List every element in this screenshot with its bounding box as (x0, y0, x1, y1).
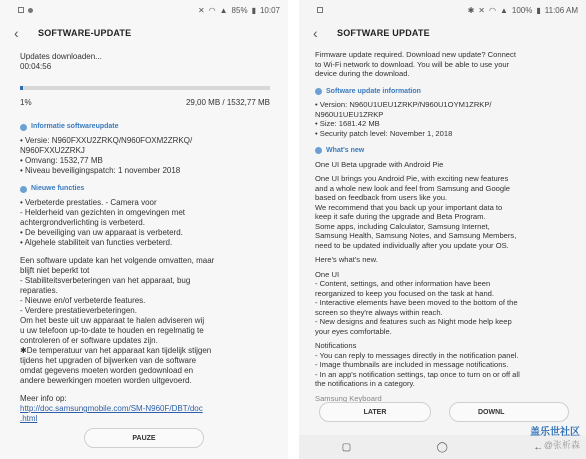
feature-line: - Helderheid van gezichten in omgevingen met (20, 208, 185, 217)
clock: 10:07 (259, 5, 280, 15)
update-content (0, 52, 288, 424)
bluetooth-icon: ✱ (467, 5, 475, 15)
new-features-icon (20, 186, 27, 193)
recent-apps-icon[interactable]: ▢ (341, 441, 352, 453)
feature-line: • Algehele stabiliteit van functies verbeterd. (20, 238, 173, 247)
wifi-icon: ◠ (208, 5, 216, 15)
info-line: • Version: N960U1UEU1ZRKP/N960U1OYM1ZRKP/ (315, 100, 492, 109)
right-screen (299, 0, 586, 459)
extra-info: Een software update kan het volgende omvatten, maar blijft niet beperkt tot - Stabiliteitsverbeteringen van het apparaat, bug reparaties. - Nieuwe en/of verbeterde features. - Verdere prestatieverbeteringen. Om het beste uit uw apparaat te halen adviseren wij u uw telefoon up-to-date te houden en regelmatig te controleren of er software updates zijn. ✱De temperatuur van het apparaat kan tijdelijk stijgen tijdens het upgraden of bijwerken van de software omdat gegevens moeten worden gedownload en andere bewerkingen moeten worden uitgevoerd. (20, 256, 215, 385)
back-icon[interactable]: ← (533, 441, 544, 453)
whats-new-header: What's new (315, 146, 576, 156)
notification-icon (28, 8, 33, 13)
features-list (20, 198, 270, 248)
feature-line: achtergrondverlichting is verbeterd. (20, 218, 145, 227)
page-title: SOFTWARE-UPDATE (38, 28, 132, 38)
signal-icon: ▲ (219, 5, 228, 15)
info-section-header: Software update information (315, 87, 576, 97)
battery-percent: 100% (511, 5, 533, 15)
info-icon (20, 124, 27, 131)
doc-link-continued[interactable]: .html (20, 414, 38, 423)
battery-icon: ▮ (251, 5, 256, 15)
back-arrow-icon[interactable]: ‹ (313, 25, 318, 41)
feature-line: • De beveiliging van uw apparaat is verbeterd. (20, 228, 183, 237)
pause-button[interactable]: PAUZE (84, 428, 204, 448)
left-screen (0, 0, 288, 459)
info-icon (315, 88, 322, 95)
info-list (315, 100, 576, 138)
signal-icon: ▲ (499, 5, 508, 15)
app-bar (0, 20, 288, 46)
mute-icon: ✕ (478, 5, 485, 15)
elapsed-time: 00:04:56 (20, 62, 52, 71)
whats-new-icon (315, 147, 322, 154)
status-bar (0, 0, 288, 20)
features-section-header: Nieuwe functies (20, 184, 270, 194)
back-arrow-icon[interactable]: ‹ (14, 25, 19, 41)
update-content (299, 50, 586, 403)
whats-new-list: One UI Beta upgrade with Android Pie One UI brings you Android Pie, with exciting new features and a whole new look and feel from Samsung and Google based on feedback from users like you. We recommend that you back up your important data to keep it safe during the upgrade and Beta Program. Some apps, including Calculator, Samsung Internet, Samsung Health, Samsung Notes, and Samsung Members, need to be updated individually after you update your OS. Here's what's new. One UI - Content, settings, and other information have been reorganized to keep you focused on the task at hand. - Interactive elements have been moved to the bottom of the screen so they're always within reach. - New designs and features such as Night mode help keep your eyes comfortable. Notifications - You can reply to messages directly in the notification panel. - Image thumbnails are included in message notifications. - In an app's notification settings, tap once to turn on or off all the notifications in a category. Samsung Keyboard (315, 159, 520, 403)
wifi-icon: ◠ (489, 5, 496, 15)
intro-text: Firmware update required. Download new update? Connect to Wi-Fi network to download. You will be able to use your device during the download. (315, 50, 516, 78)
info-line: • Versie: N960FXXU2ZRKQ/N960FOXM2ZRKQ/ (20, 136, 193, 145)
later-button[interactable]: LATER (319, 402, 431, 422)
progress-row (20, 98, 270, 108)
info-line: N960FXXU2ZRKJ (20, 146, 85, 155)
info-line: N960U1UEU1ZRKP (315, 109, 384, 119)
clock: 11:06 AM (544, 5, 578, 15)
battery-percent: 85% (231, 5, 248, 15)
info-list (20, 136, 270, 176)
info-section-header: Informatie softwareupdate (20, 122, 270, 132)
home-icon[interactable]: ◯ (436, 441, 448, 453)
progress-fill (20, 86, 23, 90)
feature-line: • Verbeterde prestaties. - Camera voor (20, 198, 157, 207)
doc-link[interactable]: http://doc.samsungmobile.com/SM-N960F/DBT/doc (20, 404, 203, 413)
mute-icon: ✕ (197, 5, 205, 15)
info-line: • Niveau beveiligingspatch: 1 november 2018 (20, 166, 181, 175)
page-title: SOFTWARE UPDATE (337, 28, 430, 38)
status-bar (299, 0, 586, 20)
gallery-icon (317, 7, 323, 13)
screen-divider (288, 0, 299, 459)
download-button[interactable]: DOWNL (449, 402, 569, 422)
gallery-icon (18, 7, 24, 13)
info-line: • Security patch level: November 1, 2018 (315, 128, 453, 138)
download-progress-bar (20, 86, 270, 90)
progress-percent: 1% (20, 98, 32, 107)
info-line: • Omvang: 1532,77 MB (20, 156, 103, 165)
watermark: 盖乐世社区 @张析森 (530, 427, 580, 450)
battery-icon: ▮ (536, 5, 541, 15)
app-bar (299, 20, 586, 46)
more-info-label: Meer info op: (20, 394, 67, 403)
info-line: • Size: 1681.42 MB (315, 119, 380, 128)
progress-size: 29,00 MB / 1532,77 MB (185, 98, 270, 107)
downloading-label: Updates downloaden... (20, 52, 102, 61)
